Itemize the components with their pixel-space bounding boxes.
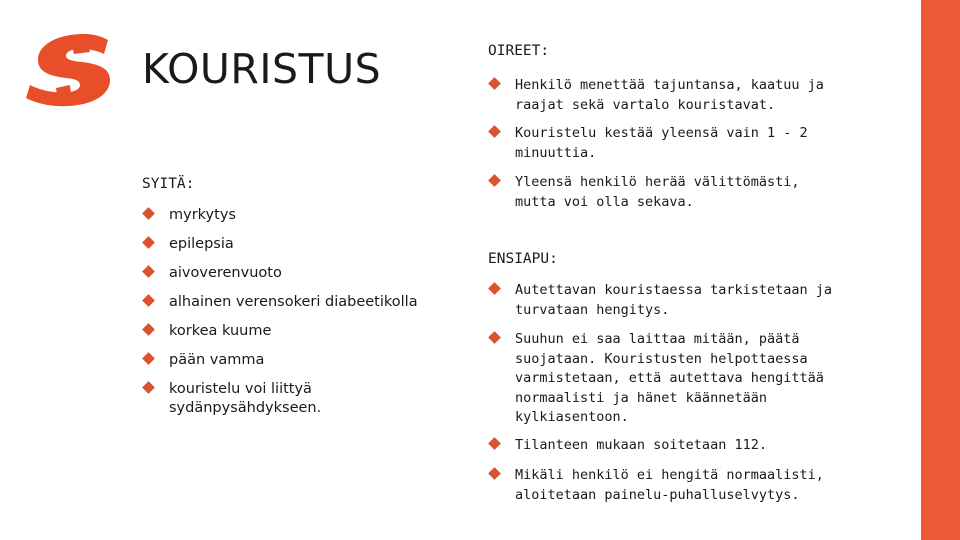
symptoms-list: Henkilö menettää tajuntansa, kaatuu ja raajat sekä vartalo kouristavat. Kouristelu kestää yleensä vain 1 - 2 minuuttia. Yleensä henkilö herää välittömästi, mutta voi olla sekava.	[488, 76, 858, 216]
causes-list: myrkytys epilepsia aivoverenvuoto alhainen verensokeri diabeetikolla korkea kuume pään vamma kouristelu voi liittyä sydänpysähdykseen.	[142, 206, 462, 426]
bullet-diamond-icon	[142, 265, 155, 278]
bullet-diamond-icon	[488, 437, 501, 450]
bullet-diamond-icon	[488, 331, 501, 344]
bullet-diamond-icon	[488, 282, 501, 295]
bullet-diamond-icon	[142, 236, 155, 249]
first-aid-heading: ENSIAPU:	[488, 251, 558, 267]
bullet-diamond-icon	[488, 174, 501, 187]
bullet-diamond-icon	[142, 352, 155, 365]
symptoms-heading: OIREET:	[488, 43, 550, 59]
first-aid-list: Autettavan kouristaessa tarkistetaan ja turvataan hengitys. Suuhun ei saa laittaa mitään, päätä suojataan. Kouristusten helpottaessa varmistetaan, että autettava hengittää normaalisti ja hänet käännetään kylkiasentoon. Tilanteen mukaan soitetaan 112. Mikäli henkilö ei hengitä normaalisti, aloitetaan painelu-puhalluselvytys.	[488, 281, 858, 511]
bullet-diamond-icon	[488, 467, 501, 480]
bullet-diamond-icon	[142, 207, 155, 220]
bullet-diamond-icon	[488, 77, 501, 90]
bullet-diamond-icon	[142, 294, 155, 307]
slide-title: KOURISTUS	[142, 45, 382, 93]
bullet-diamond-icon	[142, 381, 155, 394]
bullet-diamond-icon	[142, 323, 155, 336]
accent-bar	[921, 0, 960, 540]
s-logo-icon	[24, 30, 114, 110]
bullet-diamond-icon	[488, 125, 501, 138]
causes-heading: SYITÄ:	[142, 176, 195, 192]
